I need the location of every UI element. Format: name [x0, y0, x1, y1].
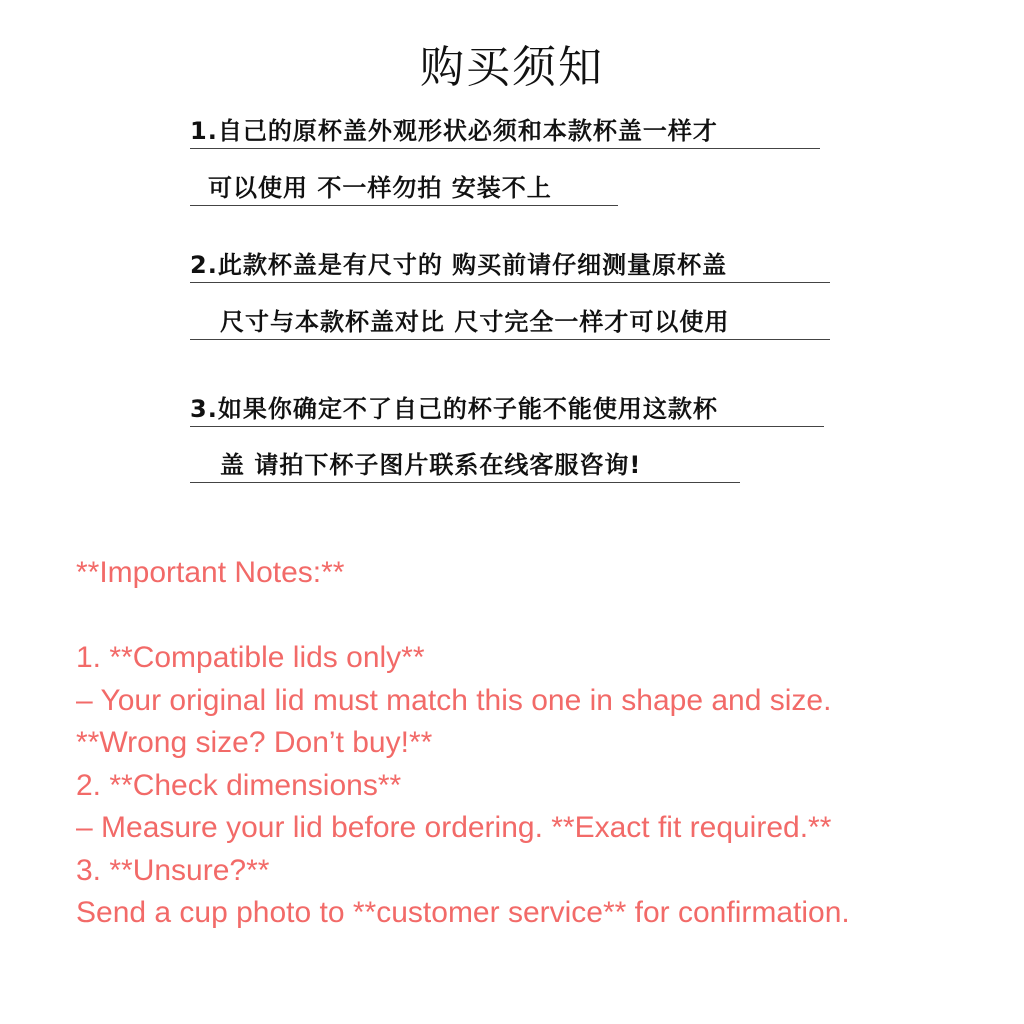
english-line: 2. **Check dimensions** [76, 768, 402, 802]
notice-2-line-1: 2.此款杯盖是有尺寸的 购买前请仔细测量原杯盖 [190, 248, 830, 283]
english-heading: **Important Notes:** [76, 556, 345, 589]
english-line: **Wrong size? Don’t buy!** [76, 726, 433, 759]
notice-3-line-1: 3.如果你确定不了自己的杯子能不能使用这款杯 [190, 392, 824, 427]
spacer [76, 595, 1006, 638]
english-line: Send a cup photo to **customer service** for confirmation. [76, 896, 850, 929]
notice-2-line-2: 尺寸与本款杯盖对比 尺寸完全一样才可以使用 [190, 305, 830, 340]
notice-1-line-2: 可以使用 不一样勿拍 安装不上 [190, 171, 618, 206]
english-line: 3. **Unsure?** [76, 853, 270, 887]
english-notes [76, 552, 1006, 935]
notice-1-line-1: 1.自己的原杯盖外观形状必须和本款杯盖一样才 [190, 114, 820, 149]
english-line: 1. **Compatible lids only** [76, 641, 425, 674]
english-line: – Measure your lid before ordering. **Exact fit required.** [76, 811, 832, 844]
page-title: 购买须知 [420, 42, 604, 93]
english-line: – Your original lid must match this one in shape and size. [76, 683, 832, 717]
notice-3-line-2: 盖 请拍下杯子图片联系在线客服咨询! [190, 448, 740, 483]
